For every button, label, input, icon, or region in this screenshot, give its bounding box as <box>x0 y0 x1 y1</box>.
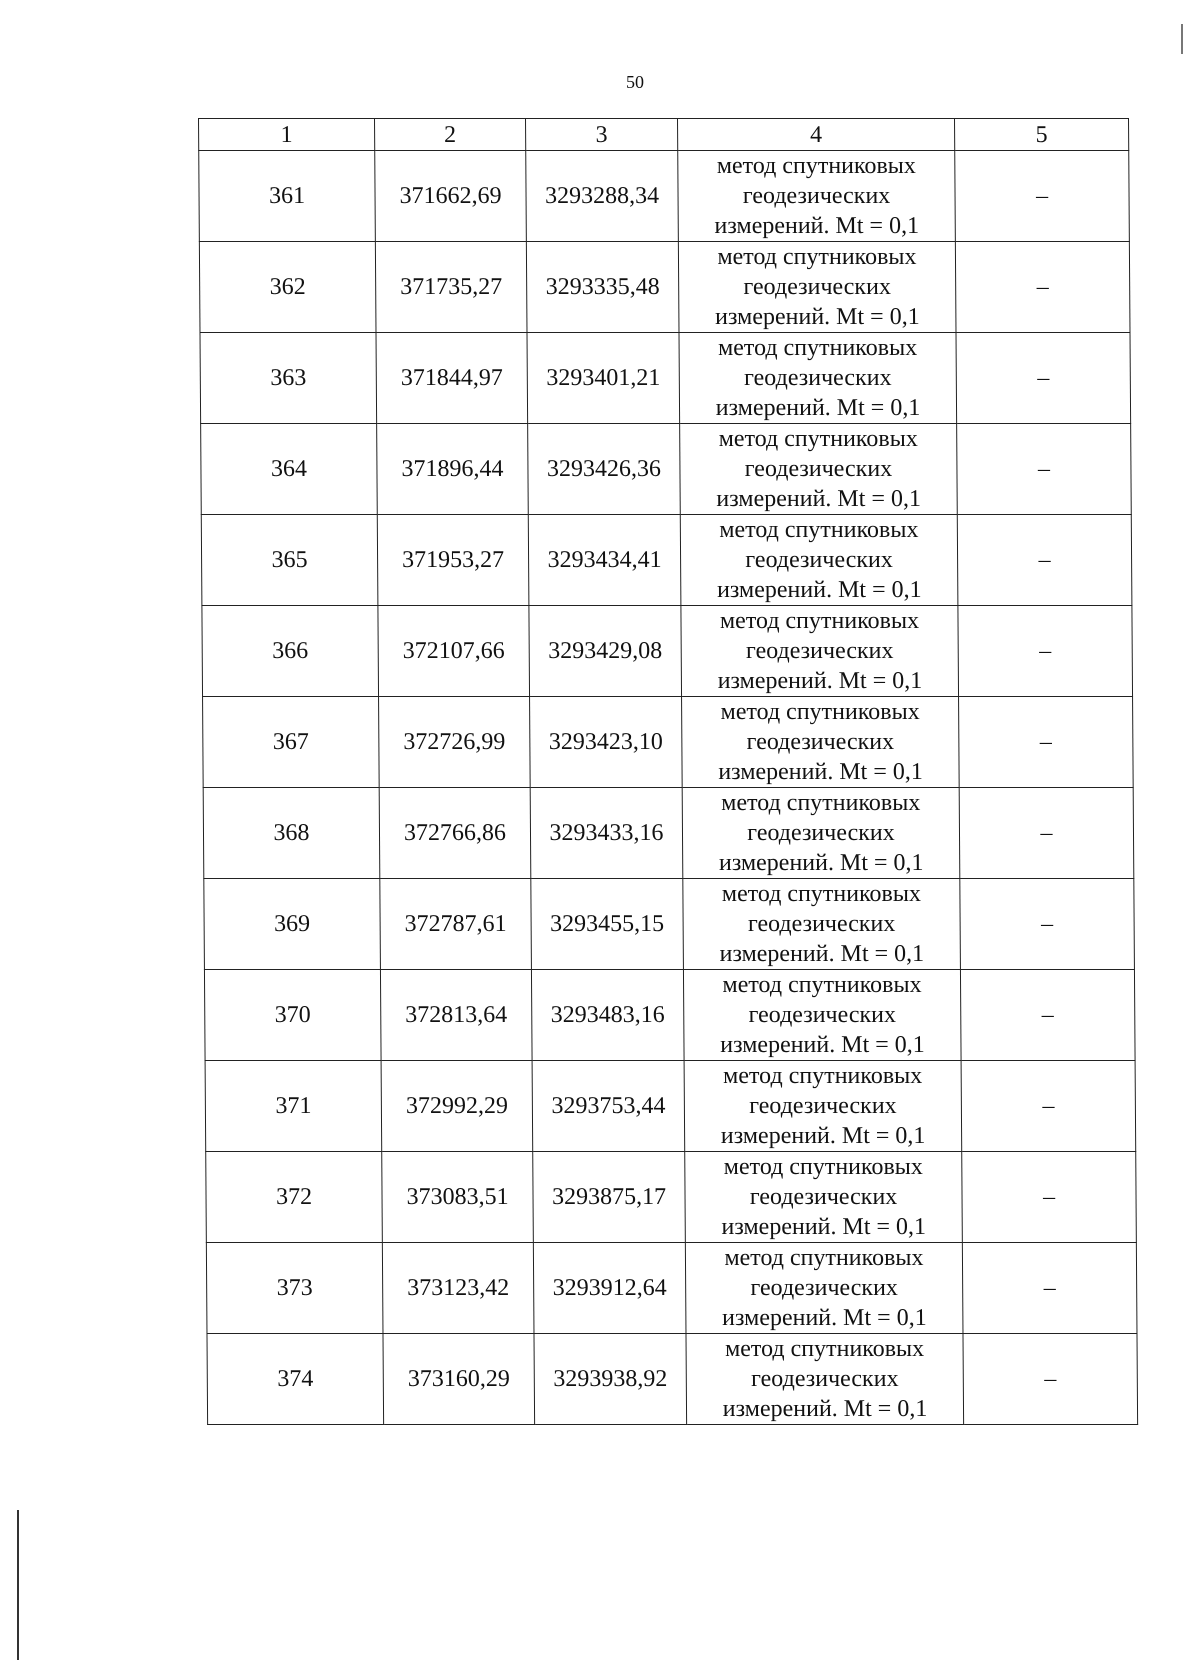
point-number-cell: 370 <box>204 970 381 1061</box>
x-coordinate-cell: 373123,42 <box>382 1243 534 1334</box>
x-coordinate-cell: 372766,86 <box>379 788 531 879</box>
x-coordinate-cell: 371844,97 <box>376 333 528 424</box>
method-line: метод спутниковых <box>719 608 920 634</box>
point-number-cell: 361 <box>199 151 376 242</box>
y-coordinate-cell: 3293753,44 <box>532 1061 685 1152</box>
column-header: 2 <box>375 119 526 151</box>
x-coordinate-cell: 372726,99 <box>379 697 531 788</box>
point-number-cell: 363 <box>200 333 377 424</box>
point-number-cell: 367 <box>203 697 380 788</box>
method-line: метод спутниковых <box>719 517 919 543</box>
note-cell: – <box>960 970 1135 1061</box>
method-line: геодезических <box>743 365 892 391</box>
method-line: измерений. Mt = 0,1 <box>717 668 923 694</box>
method-line: метод спутниковых <box>724 1336 925 1362</box>
table-row <box>204 879 1135 970</box>
x-coordinate-cell: 371735,27 <box>375 242 527 333</box>
x-coordinate-cell: 371896,44 <box>377 424 529 515</box>
table-row <box>206 1152 1137 1243</box>
method-line: измерений. Mt = 0,1 <box>718 759 923 785</box>
method-cell <box>681 606 959 697</box>
y-coordinate-cell: 3293434,41 <box>528 515 681 606</box>
point-number-cell: 369 <box>204 879 381 970</box>
point-number-cell: 364 <box>201 424 378 515</box>
y-coordinate-cell: 3293483,16 <box>531 970 684 1061</box>
method-line: метод спутниковых <box>720 699 920 725</box>
point-number-cell: 373 <box>206 1243 383 1334</box>
method-line: измерений. Mt = 0,1 <box>718 850 924 876</box>
x-coordinate-cell: 371662,69 <box>375 151 527 242</box>
point-number-cell: 362 <box>199 242 376 333</box>
note-cell: – <box>957 515 1132 606</box>
method-line: измерений. Mt = 0,1 <box>720 1032 925 1058</box>
method-line: метод спутниковых <box>716 153 916 179</box>
table-row <box>206 1243 1137 1334</box>
point-number-cell: 368 <box>203 788 380 879</box>
method-cell <box>683 970 961 1061</box>
note-cell: – <box>961 1061 1136 1152</box>
method-line: метод спутниковых <box>723 1154 923 1180</box>
method-line: метод спутниковых <box>721 881 922 907</box>
method-line: геодезических <box>749 1093 897 1119</box>
note-cell: – <box>955 242 1130 333</box>
y-coordinate-cell: 3293455,15 <box>531 879 684 970</box>
method-line: измерений. Mt = 0,1 <box>715 395 921 421</box>
point-number-cell: 374 <box>207 1334 384 1425</box>
method-cell <box>678 242 956 333</box>
x-coordinate-cell: 372107,66 <box>378 606 530 697</box>
coordinates-table <box>198 118 1138 1425</box>
table-row <box>200 333 1131 424</box>
page-number: 50 <box>626 72 644 92</box>
point-number-cell: 372 <box>206 1152 383 1243</box>
note-cell: – <box>957 424 1132 515</box>
note-cell: – <box>962 1243 1137 1334</box>
method-line: метод спутниковых <box>724 1245 924 1271</box>
column-header: 1 <box>199 119 375 151</box>
column-header: 3 <box>526 119 678 151</box>
method-line: метод спутниковых <box>723 1063 923 1089</box>
method-line: геодезических <box>745 638 894 664</box>
y-coordinate-cell: 3293288,34 <box>526 151 679 242</box>
column-header: 5 <box>955 119 1129 151</box>
column-header: 4 <box>678 119 955 151</box>
method-cell <box>685 1243 963 1334</box>
method-line: геодезических <box>749 1184 898 1210</box>
method-line: геодезических <box>748 1002 897 1028</box>
x-coordinate-cell: 372787,61 <box>380 879 532 970</box>
y-coordinate-cell: 3293912,64 <box>533 1243 686 1334</box>
x-coordinate-cell: 373160,29 <box>383 1334 535 1425</box>
table-row <box>205 1061 1136 1152</box>
y-coordinate-cell: 3293426,36 <box>528 424 681 515</box>
scan-edge-mark <box>1181 24 1183 54</box>
table-row <box>201 424 1132 515</box>
method-line: измерений. Mt = 0,1 <box>721 1214 927 1240</box>
table-row <box>202 606 1133 697</box>
method-cell <box>683 879 961 970</box>
method-line: геодезических <box>742 183 891 209</box>
table-header <box>199 119 1129 151</box>
method-line: геодезических <box>750 1366 899 1392</box>
method-line: геодезических <box>743 274 891 300</box>
method-line: измерений. Mt = 0,1 <box>715 304 920 330</box>
y-coordinate-cell: 3293335,48 <box>526 242 679 333</box>
note-cell: – <box>960 879 1135 970</box>
method-line: измерений. Mt = 0,1 <box>714 213 920 239</box>
table-row <box>201 515 1132 606</box>
method-line: метод спутниковых <box>717 244 917 270</box>
method-line: измерений. Mt = 0,1 <box>719 941 925 967</box>
method-line: метод спутниковых <box>718 426 918 452</box>
table-row <box>204 970 1135 1061</box>
point-number-cell: 365 <box>201 515 378 606</box>
note-cell: – <box>956 333 1131 424</box>
scan-edge-mark <box>17 1510 19 1660</box>
point-number-cell: 366 <box>202 606 379 697</box>
method-cell <box>678 151 956 242</box>
x-coordinate-cell: 373083,51 <box>382 1152 534 1243</box>
method-cell <box>684 1061 962 1152</box>
y-coordinate-cell: 3293938,92 <box>534 1334 687 1425</box>
method-cell <box>686 1334 964 1425</box>
note-cell: – <box>958 606 1133 697</box>
method-line: измерений. Mt = 0,1 <box>722 1305 927 1331</box>
method-line: метод спутниковых <box>721 790 921 816</box>
note-cell: – <box>963 1334 1138 1425</box>
method-line: геодезических <box>746 729 895 755</box>
method-line: метод спутниковых <box>722 972 922 998</box>
x-coordinate-cell: 372992,29 <box>381 1061 533 1152</box>
method-line: геодезических <box>747 820 895 846</box>
method-line: геодезических <box>744 456 893 482</box>
method-cell <box>679 333 957 424</box>
method-line: геодезических <box>747 911 896 937</box>
method-line: геодезических <box>745 547 893 573</box>
method-cell <box>682 697 960 788</box>
y-coordinate-cell: 3293401,21 <box>527 333 680 424</box>
table-row <box>199 242 1130 333</box>
y-coordinate-cell: 3293423,10 <box>530 697 683 788</box>
y-coordinate-cell: 3293433,16 <box>530 788 683 879</box>
y-coordinate-cell: 3293429,08 <box>529 606 682 697</box>
x-coordinate-cell: 372813,64 <box>380 970 532 1061</box>
method-line: измерений. Mt = 0,1 <box>716 577 922 603</box>
table-row <box>207 1334 1138 1425</box>
method-line: измерений. Mt = 0,1 <box>720 1123 926 1149</box>
method-line: измерений. Mt = 0,1 <box>722 1396 928 1422</box>
table-row <box>203 788 1134 879</box>
method-line: геодезических <box>750 1275 898 1301</box>
point-number-cell: 371 <box>205 1061 382 1152</box>
table-row <box>203 697 1134 788</box>
x-coordinate-cell: 371953,27 <box>377 515 529 606</box>
note-cell: – <box>959 788 1134 879</box>
method-cell <box>685 1152 963 1243</box>
method-cell <box>680 424 958 515</box>
method-line: метод спутниковых <box>717 335 918 361</box>
table-row <box>199 151 1130 242</box>
note-cell: – <box>959 697 1134 788</box>
method-cell <box>682 788 960 879</box>
method-line: измерений. Mt = 0,1 <box>716 486 922 512</box>
note-cell: – <box>962 1152 1137 1243</box>
header-row <box>199 119 1129 151</box>
method-cell <box>680 515 958 606</box>
y-coordinate-cell: 3293875,17 <box>533 1152 686 1243</box>
note-cell: – <box>955 151 1130 242</box>
table-body <box>199 151 1138 1425</box>
